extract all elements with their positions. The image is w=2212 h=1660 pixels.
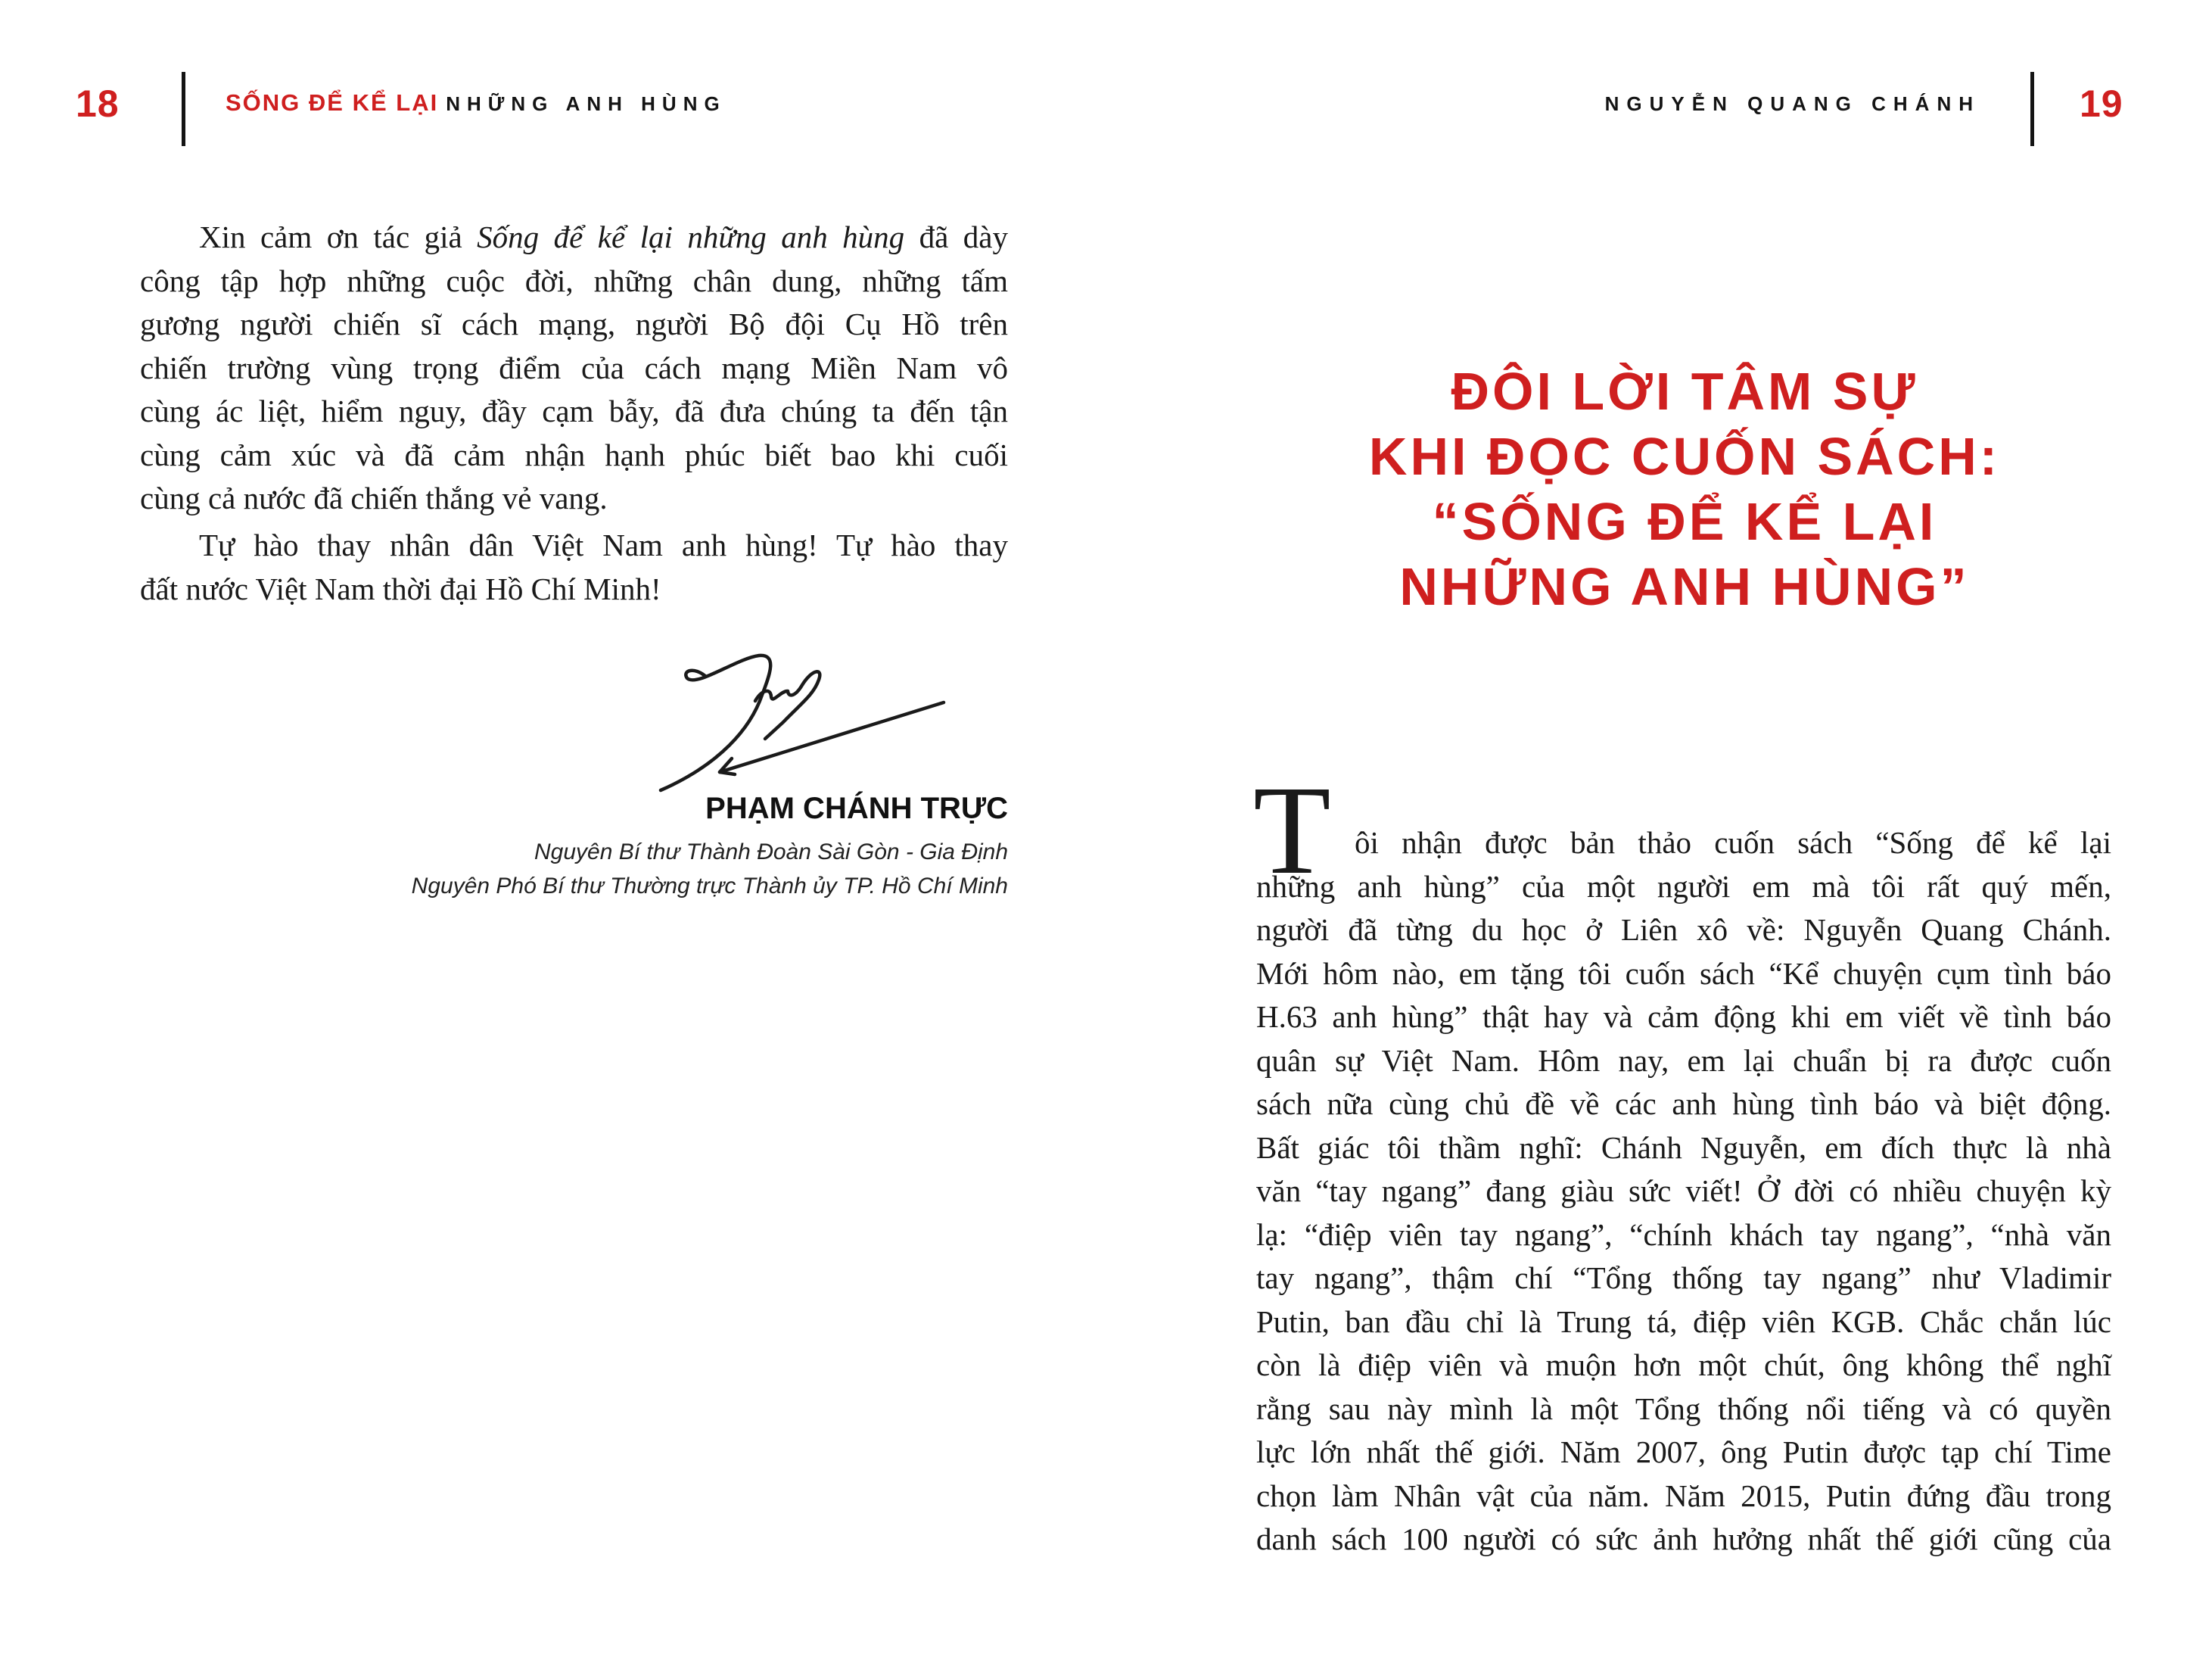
body-line: Mới hôm nào, em tặng tôi cuốn sách “Kể chuyện cụm tình báo [1256, 955, 2111, 991]
book-title-italic: Sống để kể lại những anh hùng [477, 220, 905, 254]
body-line: lực lớn nhất thế giới. Năm 2007, ông Putin được tạp chí Time [1256, 1434, 2111, 1469]
body-line: văn “tay ngang” đang giàu sức viết! Ở đời có nhiều chuyện kỳ [1256, 1173, 2111, 1208]
running-head-left [226, 89, 726, 117]
left-paragraph-2 [140, 524, 1008, 611]
running-head-book-title: SỐNG ĐỂ KỂ LẠI [226, 89, 439, 116]
body-line [140, 216, 1008, 260]
body-line: cùng cả nước đã chiến thắng vẻ vang. [140, 481, 608, 515]
body-line: còn là điệp viên và muộn hơn một chút, ông không thể nghĩ [1256, 1347, 2111, 1382]
author-title-2: Nguyên Phó Bí thư Thường trực Thành ủy TP. Hồ Chí Minh [411, 874, 1008, 899]
chapter-title [1256, 359, 2113, 619]
chapter-title-line: ĐÔI LỜI TÂM SỰ [1451, 362, 1918, 421]
signature-block [140, 792, 1008, 903]
body-line: chọn làm Nhân vật của năm. Năm 2015, Putin đứng đầu trong [1256, 1478, 2111, 1513]
header-divider-right [2030, 72, 2034, 146]
body-line: sách nữa cùng chủ đề về các anh hùng tình báo và biệt động. [1256, 1086, 2111, 1121]
chapter-title-line: NHỮNG ANH HÙNG” [1399, 557, 1970, 616]
body-line: cùng ác liệt, hiểm nguy, đầy cạm bẫy, đã đưa chúng ta đến tận [140, 394, 1008, 428]
page-number-left: 18 [76, 83, 120, 125]
chapter-title-line: “SỐNG ĐỂ KỂ LẠI [1432, 492, 1937, 551]
body-line: ôi nhận được bản thảo cuốn sách “Sống để kể lại [1355, 825, 2111, 860]
right-body-text [1253, 760, 2111, 1562]
body-line: quân sự Việt Nam. Hôm nay, em lại chuẩn bị ra được cuốn [1256, 1042, 2111, 1078]
body-line: đất nước Việt Nam thời đại Hồ Chí Minh! [140, 571, 661, 606]
body-line-text: đã dày [904, 220, 1008, 254]
header-divider-left [182, 72, 185, 146]
body-line: danh sách 100 người có sức ảnh hưởng nhất thế giới cũng của [1256, 1521, 2111, 1556]
body-line: Bất giác tôi thầm nghĩ: Chánh Nguyễn, em đích thực là nhà [1256, 1129, 2111, 1165]
signature-image [647, 637, 957, 800]
body-line: Tự hào thay nhân dân Việt Nam anh hùng! Tự hào thay [199, 528, 1008, 562]
body-line-text: Xin cảm ơn tác giả [199, 220, 478, 254]
chapter-title-line: KHI ĐỌC CUỐN SÁCH: [1368, 427, 2001, 486]
running-head-right-author: NGUYỄN QUANG CHÁNH [1604, 92, 1980, 115]
left-paragraph-1 [140, 216, 1008, 521]
drop-cap: T [1253, 760, 1331, 901]
body-line: người đã từng du học ở Liên xô về: Nguyễn Quang Chánh. [1256, 912, 2111, 947]
body-line: gương người chiến sĩ cách mạng, người Bộ đội Cụ Hồ trên [140, 307, 1008, 341]
body-line: Putin, ban đầu chỉ là Trung tá, điệp viên KGB. Chắc chắn lúc [1256, 1303, 2111, 1339]
body-line: những anh hùng” của một người em mà tôi rất quý mến, [1256, 868, 2111, 904]
body-line: công tập hợp những cuộc đời, những chân dung, những tấm [140, 263, 1008, 298]
author-title-1: Nguyên Bí thư Thành Đoàn Sài Gòn - Gia Định [534, 839, 1008, 864]
running-head-book-subtitle: NHỮNG ANH HÙNG [446, 92, 726, 115]
body-line: rằng sau này mình là một Tổng thống nổi tiếng và có quyền [1256, 1391, 2111, 1426]
page-number-right: 19 [2080, 83, 2123, 125]
author-name: PHẠM CHÁNH TRỰC [705, 792, 1008, 825]
body-line: tay ngang”, thậm chí “Tổng thống tay ngang” như Vladimir [1256, 1260, 2111, 1295]
body-line: chiến trường vùng trọng điểm của cách mạng Miền Nam vô [140, 350, 1008, 385]
body-line: cùng cảm xúc và đã cảm nhận hạnh phúc biết bao khi cuối [140, 437, 1008, 472]
body-line: H.63 anh hùng” thật hay và cảm động khi em viết về tình báo [1256, 999, 2111, 1034]
body-line: lạ: “điệp viên tay ngang”, “chính khách tay ngang”, “nhà văn [1256, 1216, 2111, 1252]
